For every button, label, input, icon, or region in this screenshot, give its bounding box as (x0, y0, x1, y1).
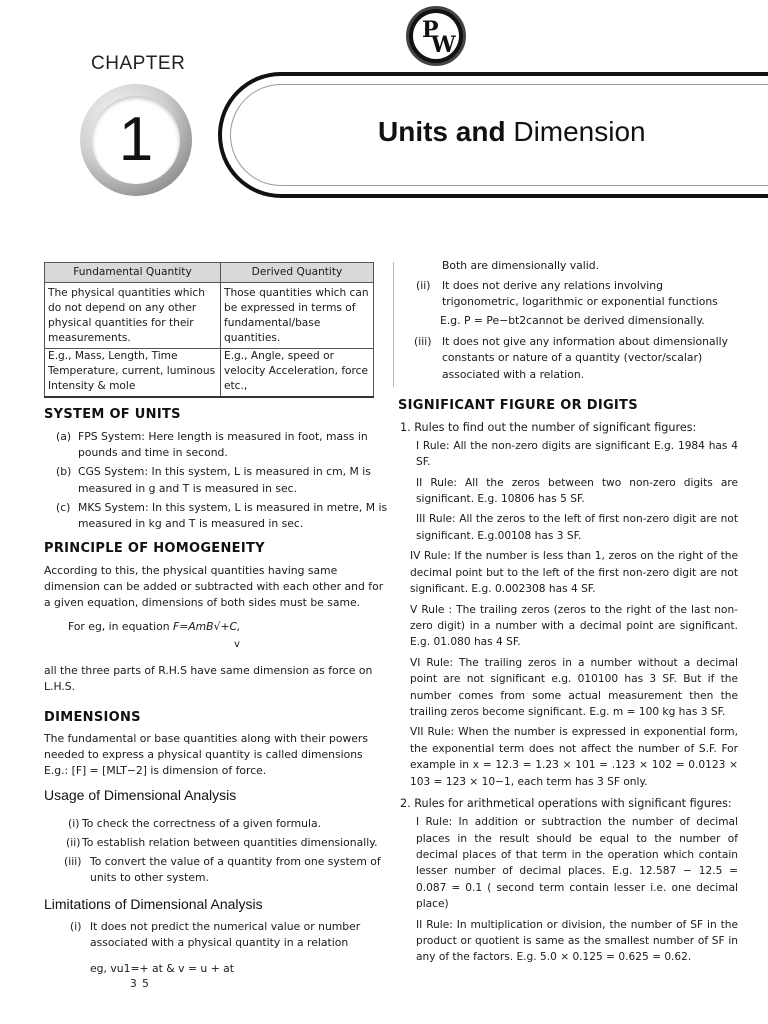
list-item-text: It does not predict the numerical value or number associated with a physical quantity in a relation (90, 919, 361, 949)
quantity-table (44, 262, 374, 398)
ops-rule-item: I Rule: In addition or subtraction the number of decimal places in the result should be equal to the number of decimal places of that term in the operation which contain lesser number of decimal places. E.g. 12.587 − 12.5 = 0.087 = 0.1 ( second term contain lesser i.e. one decimal place) (416, 816, 738, 911)
list-marker: (iii) (64, 854, 82, 868)
rule-item: V Rule : The trailing zeros (zeros to the right of the last non-zero digit) in a number with a decimal point are significant. E.g. 01.080 has 4 SF. (410, 603, 738, 649)
list-item (44, 464, 388, 496)
rule-item: VII Rule: When the number is expressed in exponential form, the exponential term does not affect the number of S.F. For example in x = 12.3 = 1.23 × 101 = .123 × 102 = 0.0123 × 103 = 123 × 10−1, each term has 3 SF only. (410, 726, 738, 788)
homogeneity-conclusion: all the three parts of R.H.S have same dimension as force on L.H.S. (44, 663, 373, 693)
list-item (44, 429, 388, 461)
limitations-example: eg, vu1=+ at & v = u + at (90, 962, 235, 976)
table-cell-def-left: The physical quantities which do not depend on any other physical quantities for their measurements. (45, 283, 221, 349)
list-item (44, 500, 388, 532)
rule-item: II Rule: All the zeros between two non-zero digits are significant. E.g. 10806 has 5 SF. (416, 476, 738, 506)
subheading-limitations: Limitations of Dimensional Analysis (44, 896, 263, 913)
chapter-title-bold: Units and (378, 116, 506, 147)
list-item (44, 816, 388, 832)
list-item-text: To check the correctness of a given formula. (82, 816, 322, 830)
limitations-continued: Both are dimensionally valid. (442, 259, 600, 272)
list-marker: (iii) (414, 335, 432, 349)
rule-item: VI Rule: The trailing zeros in a number without a decimal point are not significant e.g. 010100 has 3 SF. But if the number comes from some actual measurement then the trailing zeros become significant. E.g. m = 100 kg has 3 SF. (410, 656, 738, 718)
column-divider (393, 262, 394, 387)
ops-title: 2. Rules for arithmetical operations with significant figures: (400, 796, 732, 810)
formula-expression: F=AmB√+C, (173, 619, 241, 633)
chapter-number: 1 (118, 105, 154, 174)
chapter-number-ring-inner (92, 96, 180, 184)
dimensions-example: E.g.: [F] = [MLT−2] is dimension of force. (44, 764, 267, 778)
chapter-title-rest: Dimension (505, 116, 646, 147)
section-heading-significant-figures: SIGNIFICANT FIGURE OR DIGITS (398, 397, 638, 413)
logo-letter-p: P (422, 17, 439, 43)
logo-letter-w: W (431, 32, 456, 58)
table-row (45, 349, 374, 398)
table-cell-eg-right: E.g., Angle, speed or velocity Acceleration, force etc., (221, 349, 374, 398)
table-row (45, 283, 374, 349)
list-marker: (ii) (66, 835, 81, 849)
rules-title: 1. Rules to find out the number of significant figures: (400, 420, 697, 434)
pw-logo (406, 6, 466, 66)
rule-item: I Rule: All the non-zero digits are significant E.g. 1984 has 4 SF. (416, 439, 738, 469)
list-item (44, 854, 388, 886)
chapter-number-ring (80, 84, 192, 196)
list-item-text: MKS System: In this system, L is measured in metre, M is measured in kg and T is measured in sec. (78, 500, 388, 531)
list-marker: (i) (70, 919, 82, 933)
homogeneity-body: According to this, the physical quantities having same dimension can be added or subtracted with each other and for a given equation, dimensions of both sides must be same. (44, 564, 384, 609)
list-item (44, 919, 388, 951)
list-item (44, 835, 388, 851)
ops-rule-item: II Rule: In multiplication or division, the number of SF in the product or quotient is same as the smallest number of SF in any of the factors. E.g. 5.0 × 0.125 = 0.625 = 0.62. (416, 918, 738, 964)
subheading-usage: Usage of Dimensional Analysis (44, 787, 237, 804)
list-item-text: To convert the value of a quantity from one system of units to other system. (90, 854, 381, 885)
list-item-text: CGS System: In this system, L is measured in cm, M is measured in g and T is measured in sec. (78, 465, 371, 495)
rule-item: IV Rule: If the number is less than 1, zeros on the right of the decimal point but to the left of the first non-zero digit are not significant. E.g. 0.002308 has 4 SF. (410, 550, 738, 596)
formula-denominator: v (234, 638, 240, 650)
list-item (398, 334, 738, 383)
right-column (398, 258, 738, 970)
dimensions-body: The fundamental or base quantities along with their powers needed to express a physical quantity is called dimensions (44, 732, 368, 762)
chapter-label: CHAPTER (91, 53, 186, 74)
list-marker: (b) (56, 465, 72, 479)
list-item-text: FPS System: Here length is measured in foot, mass in pounds and time in second. (78, 430, 368, 460)
table-header-derived: Derived Quantity (221, 263, 374, 283)
chapter-title (378, 112, 646, 153)
table-cell-eg-left: E.g., Mass, Length, Time Temperature, current, luminous Intensity & mole (45, 349, 221, 398)
section-heading-system-of-units: SYSTEM OF UNITS (44, 407, 181, 423)
homogeneity-formula (68, 619, 388, 635)
list-marker: (a) (56, 430, 72, 444)
list-item-text: To establish relation between quantities dimensionally. (82, 835, 378, 849)
rule-item: III Rule: All the zeros to the left of first non-zero digit are not significant. E.g.00108 has 3 SF. (416, 513, 738, 542)
limitations-example-sub: 3 5 (130, 977, 150, 990)
table-header-fundamental: Fundamental Quantity (45, 263, 221, 283)
table-cell-def-right: Those quantities which can be expressed in terms of fundamental/base quantities. (221, 283, 374, 349)
section-heading-dimensions: DIMENSIONS (44, 709, 141, 725)
list-marker: (i) (68, 816, 80, 830)
left-column (44, 262, 388, 992)
list-marker: (c) (56, 500, 71, 514)
limitations-exp-example: E.g. P = Pe−bt2cannot be derived dimensionally. (440, 313, 705, 327)
pw-logo-inner (413, 13, 459, 59)
list-marker: (ii) (416, 279, 431, 293)
list-item-text: It does not give any information about dimensionally constants or nature of a quantity (vector/scalar) associated with a relation. (442, 335, 728, 381)
formula-prefix: For eg, in equation (68, 619, 174, 633)
section-heading-homogeneity: PRINCIPLE OF HOMOGENEITY (44, 541, 265, 557)
list-item (398, 278, 738, 310)
list-item-text: It does not derive any relations involving trigonometric, logarithmic or exponential functions (442, 279, 718, 309)
table-header-row (45, 263, 374, 283)
